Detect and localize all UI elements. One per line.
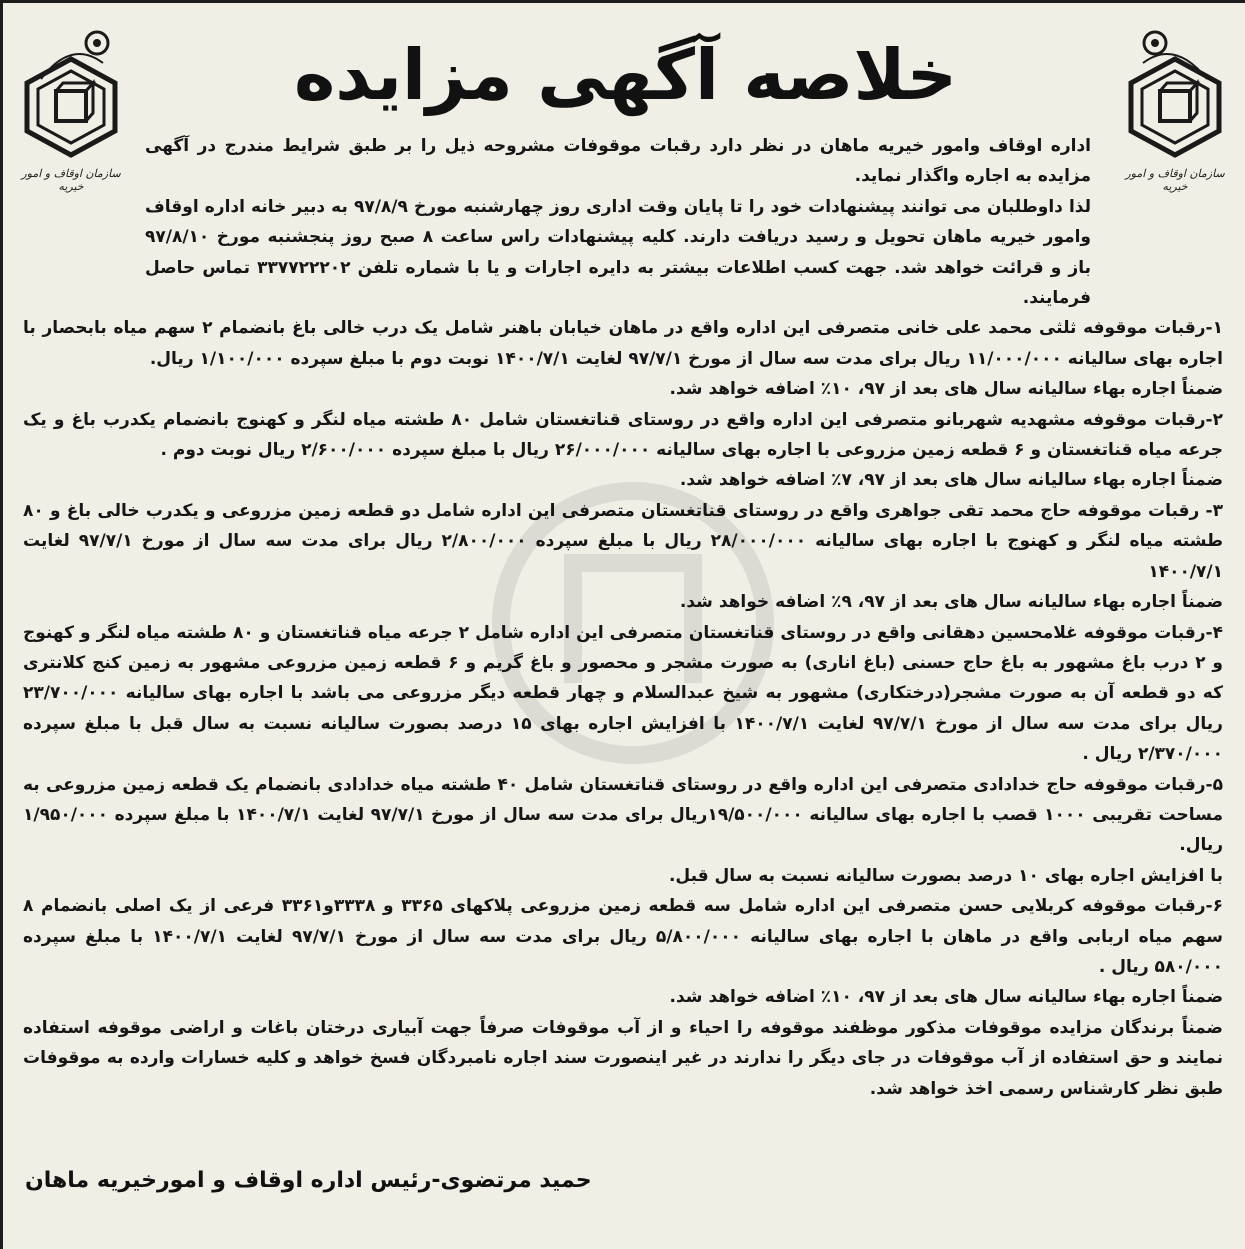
item-5-text: ۵-رقبات موقوفه حاج خدادادی متصرفی این اداره واقع در روستای قناتغستان شامل ۴۰ طشته میاه خدادادی بانضمام یک قطعه زمین مزروعی به مساحت تقریبی ۱۰۰۰ قصب با اجاره بهای سالیانه ۱۹/۵۰۰/۰۰۰ریال برای مدت سه سال از مورخ ۹۷/۷/۱ لغایت ۱۴۰۰/۷/۱ با مبلغ سپرده ۱/۹۵۰/۰۰۰ ریال.: [23, 774, 1223, 856]
deadline-paragraph: لذا داوطلبان می توانند پیشنهادات خود را تا پایان وقت اداری روز چهارشنبه مورخ ۹۷/۸/۹ به دبیر خانه اداره اوقاف وامور خیریه ماهان تحویل و رسید دریافت دارند. کلیه پیشنهادات راس ساعت ۸ صبح روز پنجشنبه مورخ ۹۷/۸/۱۰ باز و قرائت خواهد شد. جهت کسب اطلاعات بیشتر به دایره اجارات و یا با شماره تلفن ۳۳۷۷۲۲۲۰۲ تماس حاصل فرمایند.: [145, 196, 1091, 309]
item-6-note: ضمناً اجاره بهاء سالیانه سال های بعد از ۹۷، ۱۰٪ اضافه خواهد شد.: [669, 987, 1223, 1008]
notice-body: [23, 131, 1223, 1104]
notice-title: خلاصه آگهی مزایده: [293, 34, 958, 116]
item-1-text: ۱-رقبات موقوفه ثلثی محمد علی خانی متصرفی این اداره واقع در ماهان خیابان باهنر شامل یک درب خالی باغ بانضمام ۲ سهم میاه بابحصار با اجاره بهای سالیانه ۱۱/۰۰۰/۰۰۰ ریال برای مدت سه سال از مورخ ۹۷/۷/۱ لغایت ۱۴۰۰/۷/۱ نوبت دوم با مبلغ سپرده ۱/۱۰۰/۰۰۰ ریال.: [23, 318, 1224, 369]
signature: حمید مرتضوی-رئیس اداره اوقاف و امورخیریه ماهان: [25, 1168, 592, 1193]
item-3-note: ضمناً اجاره بهاء سالیانه سال های بعد از ۹۷، ۹٪ اضافه خواهد شد.: [679, 592, 1223, 613]
logo-caption: سازمان اوقاف و امور خیریه: [1125, 167, 1225, 193]
intro-paragraph: اداره اوقاف وامور خیریه ماهان در نظر دارد رقبات موقوفات مشروحه ذیل را بر طبق شرایط مندرج در آگهی مزایده به اجاره واگذار نماید.: [145, 136, 1091, 187]
item-3-text: ۳- رقبات موقوفه حاج محمد تقی جواهری واقع در روستای قناتغستان متصرفی این اداره شامل دو قطعه زمین مزروعی و یکدرب خالی باغ و ۸۰ طشته میاه لنگر و کهنوج با اجاره بهای سالیانه ۲۸/۰۰۰/۰۰۰ ریال با مبلغ سپرده ۲/۸۰۰/۰۰۰ ریال برای مدت سه سال از مورخ ۹۷/۷/۱ لغایت ۱۴۰۰/۷/۱: [23, 500, 1224, 582]
logo-caption: سازمان اوقاف و امور خیریه: [21, 167, 121, 193]
closing-paragraph: ضمناً برندگان مزایده موقوفات مذکور موظفند موقوفه را احیاء و از آب موقوفات صرفاً جهت آبیاری درختان باغات و اراضی موقوفه استفاده نمایند و حق استفاده از آب موقوفات در جای دیگر را ندارند در غیر اینصورت سند اجاره نامبردگان فسخ خواهد و کلیه خسارات وارده به موقوفات طبق نظر کارشناس رسمی اخذ خواهد شد.: [23, 1017, 1223, 1099]
item-1-note: ضمناً اجاره بهاء سالیانه سال های بعد از ۹۷، ۱۰٪ اضافه خواهد شد.: [669, 379, 1223, 400]
item-4-text: ۴-رقبات موقوفه غلامحسین دهقانی واقع در روستای قناتغستان متصرفی این اداره شامل ۲ جرعه میاه قناتغستان و ۸۰ طشته میاه لنگر و کهنوج و ۲ درب باغ مشهور به باغ حاج حسنی (باغ اناری) به صورت مشجر و محصور و باغ گریم و ۶ قطعه زمین مزروعی مشهور به زمین کنج کلانتری که دو قطعه آن به صورت مشجر(درختکاری) مشهور به شیخ عبدالسلام و چهار قطعه دیگر مزروعی می باشد با اجاره بهای سالیانه ۲۳/۷۰۰/۰۰۰ ریال برای مدت سه سال از مورخ ۹۷/۷/۱ لغایت ۱۴۰۰/۷/۱ با افزایش اجاره بهای ۱۵ درصد بصورت سالیانه نسبت به سال قبل با مبلغ سپرده ۲/۳۷۰/۰۰۰ ریال .: [23, 622, 1223, 765]
item-2-note: ضمناً اجاره بهاء سالیانه سال های بعد از ۹۷، ۷٪ اضافه خواهد شد.: [679, 470, 1223, 491]
item-6-text: ۶-رقبات موقوفه کربلایی حسن متصرفی این اداره شامل سه قطعه زمین مزروعی پلاکهای ۳۳۶۵ و ۳۳۳۸و۳۳۶۱ فرعی از یک اصلی بانضمام ۸ سهم میاه اربابی واقع در ماهان با اجاره بهای سالیانه ۵/۸۰۰/۰۰۰ ریال برای مدت سه سال از مورخ ۹۷/۷/۱ لغایت ۱۴۰۰/۷/۱ با مبلغ سپرده ۵۸۰/۰۰۰ ریال .: [23, 896, 1224, 977]
item-5-note: با افزایش اجاره بهای ۱۰ درصد بصورت سالیانه نسبت به سال قبل.: [668, 865, 1223, 886]
item-2-text: ۲-رقبات موقوفه مشهدیه شهربانو متصرفی این اداره واقع در روستای قناتغستان شامل ۸۰ طشته میاه لنگر و کهنوج بانضمام یکدرب باغ و یک جرعه میاه قناتغستان و ۶ قطعه زمین مزروعی با اجاره بهای سالیانه ۲۶/۰۰۰/۰۰۰ ریال با مبلغ سپرده ۲/۶۰۰/۰۰۰ ریال نوبت دوم .: [23, 409, 1223, 461]
